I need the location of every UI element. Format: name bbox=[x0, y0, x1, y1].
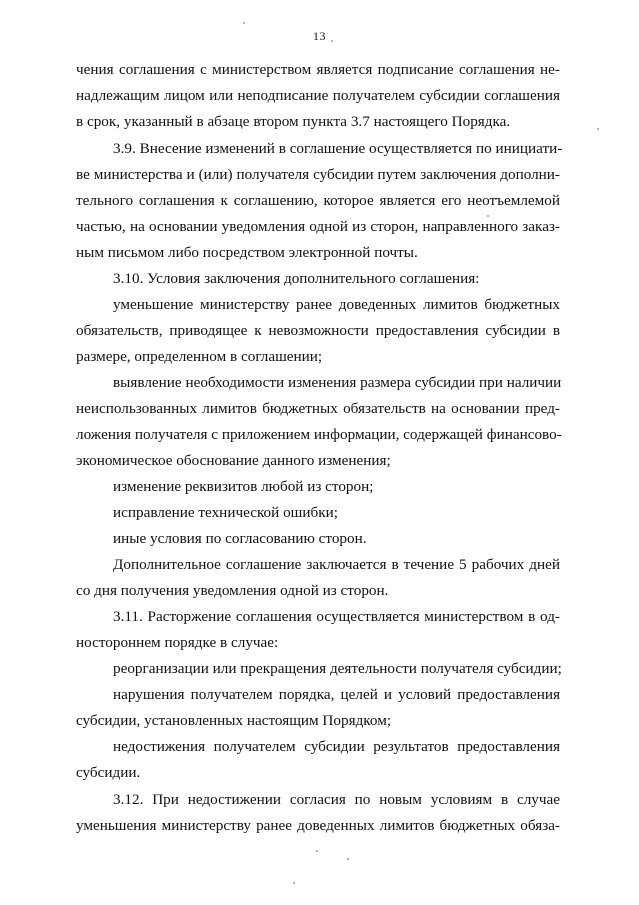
text-line: уменьшения министерству ранее доведенных лимитов бюджетных обяза- bbox=[76, 817, 560, 834]
text-line: нарушения получателем порядка, целей и условий предоставления bbox=[113, 686, 560, 703]
text-line: частью, на основании уведомления одной из сторон, направленного заказ- bbox=[76, 218, 560, 235]
text-line: ностороннем порядке в случае: bbox=[76, 634, 279, 651]
text-line: субсидии, установленных настоящим Порядком; bbox=[76, 712, 392, 729]
text-line: в срок, указанный в абзаце втором пункта 3.7 настоящего Порядка. bbox=[76, 113, 511, 130]
text-line: ве министерства и (или) получателя субсидии путем заключения дополни- bbox=[76, 166, 560, 183]
text-line: тельного соглашения к соглашению, которое является его неотъемлемой bbox=[76, 192, 560, 209]
text-line: 3.9. Внесение изменений в соглашение осуществляется по инициати- bbox=[113, 140, 563, 157]
text-line: чения соглашения с министерством является подписание соглашения не- bbox=[76, 61, 560, 78]
text-line: изменение реквизитов любой из сторон; bbox=[113, 478, 374, 495]
text-line: со дня получения уведомления одной из сторон. bbox=[76, 582, 389, 599]
text-line: уменьшение министерству ранее доведенных лимитов бюджетных bbox=[113, 296, 560, 313]
scan-speck bbox=[293, 882, 295, 884]
scan-speck bbox=[316, 850, 318, 852]
text-line: реорганизации или прекращения деятельности получателя субсидии; bbox=[113, 660, 562, 677]
text-line: 3.11. Расторжение соглашения осуществляется министерством в од- bbox=[113, 608, 560, 625]
scan-speck bbox=[597, 128, 599, 130]
scan-speck bbox=[347, 858, 349, 860]
text-line: экономическое обоснование данного изменения; bbox=[76, 452, 391, 469]
text-line: субсидии. bbox=[76, 764, 141, 781]
page-number: 13 bbox=[313, 29, 326, 43]
text-line: недостижения получателем субсидии результатов предоставления bbox=[113, 738, 560, 755]
text-line: ным письмом либо посредством электронной почты. bbox=[76, 244, 418, 261]
text-line: 3.10. Условия заключения дополнительного соглашения: bbox=[113, 270, 480, 287]
scan-speck bbox=[331, 40, 333, 42]
scan-speck bbox=[243, 22, 245, 24]
scan-speck bbox=[487, 215, 489, 217]
text-line: выявление необходимости изменения размера субсидии при наличии bbox=[113, 374, 562, 391]
text-line: размере, определенном в соглашении; bbox=[76, 348, 323, 365]
text-line: обязательств, приводящее к невозможности предоставления субсидии в bbox=[76, 322, 560, 339]
text-line: неиспользованных лимитов бюджетных обязательств на основании пред- bbox=[76, 400, 560, 417]
text-line: 3.12. При недостижении согласия по новым условиям в случае bbox=[113, 791, 560, 808]
text-line: Дополнительное соглашение заключается в течение 5 рабочих дней bbox=[113, 556, 560, 573]
text-line: исправление технической ошибки; bbox=[113, 504, 338, 521]
text-line: надлежащим лицом или неподписание получателем субсидии соглашения bbox=[76, 87, 560, 104]
text-line: ложения получателя с приложением информации, содержащей финансово- bbox=[76, 426, 562, 443]
text-line: иные условия по согласованию сторон. bbox=[113, 530, 367, 547]
